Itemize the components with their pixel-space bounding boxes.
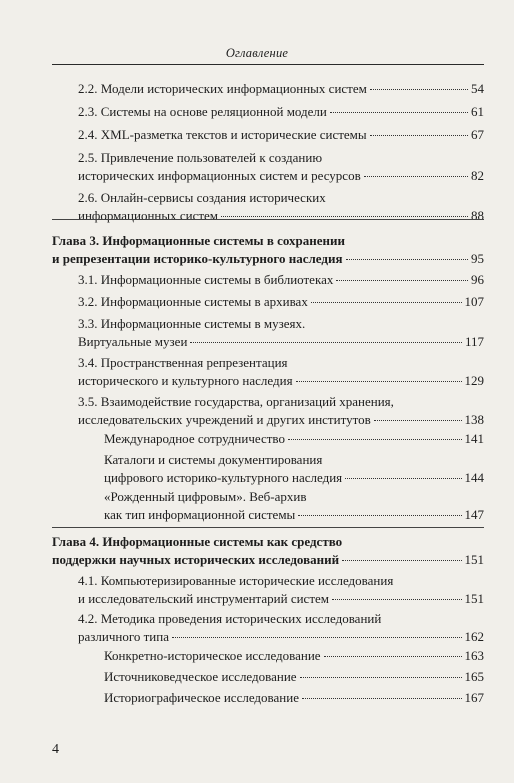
dot-leader — [302, 698, 462, 699]
toc-entry — [104, 689, 484, 707]
section-separator — [52, 219, 484, 220]
toc-entry-title-line: Источниковедческое исследование — [104, 669, 297, 684]
toc-entry-leader-row — [52, 551, 484, 569]
header-rule — [52, 64, 484, 65]
toc-page-number: 67 — [471, 127, 484, 142]
toc-page-number: 96 — [471, 272, 484, 287]
toc-entry-leader-row — [78, 333, 484, 351]
toc-entry-title-line: исторических информационных систем и ресурсов — [78, 168, 361, 183]
toc-entry-title-line: Виртуальные музеи — [78, 334, 188, 349]
dot-leader — [221, 216, 468, 217]
toc-page-number: 95 — [471, 251, 484, 266]
toc-entry — [104, 430, 484, 448]
toc-entry-title-line: информационных систем — [78, 208, 219, 223]
toc-entry-leader-row — [104, 430, 484, 448]
toc-entry-title-line: 2.5. Привлечение пользователей к созданию — [78, 150, 323, 165]
dot-leader — [374, 420, 462, 421]
toc-entry — [78, 315, 484, 351]
dot-leader — [336, 280, 468, 281]
dot-leader — [288, 439, 462, 440]
toc-entry — [78, 572, 484, 608]
toc-entry-leader-row — [78, 590, 484, 608]
toc-entry-leader-row — [78, 628, 484, 646]
toc-entry-title-line: как тип информационной системы — [104, 507, 296, 522]
toc-chapter-entry — [52, 232, 484, 268]
toc-entry-title-line: 2.2. Модели исторических информационных систем — [78, 81, 367, 96]
toc-entry-title-line: цифрового историко-культурного наследия — [104, 470, 343, 485]
dot-leader — [345, 478, 461, 479]
toc-page-number: 167 — [464, 690, 484, 705]
section-separator — [52, 527, 484, 528]
toc-entry — [104, 668, 484, 686]
dot-leader — [370, 89, 468, 90]
toc-entry — [104, 647, 484, 665]
toc-entry — [78, 149, 484, 185]
toc-entry-title-line: 4.1. Компьютеризированные исторические исследования — [78, 573, 394, 588]
toc-entry — [104, 488, 484, 524]
toc-entry-leader-row — [78, 126, 484, 144]
dot-leader — [190, 342, 462, 343]
toc-entry-leader-row — [78, 207, 484, 225]
toc-page-number: 138 — [464, 412, 484, 427]
toc-entry-leader-row — [52, 250, 484, 268]
toc-page-number: 54 — [471, 81, 484, 96]
toc-entry — [78, 354, 484, 390]
dot-leader — [300, 677, 462, 678]
dot-leader — [332, 599, 461, 600]
toc-entry-title-line: 3.4. Пространственная репрезентация — [78, 355, 288, 370]
toc-page-number: 162 — [464, 629, 484, 644]
dot-leader — [364, 176, 468, 177]
toc-entry-title-line: Глава 4. Информационные системы как средство — [52, 534, 343, 549]
dot-leader — [324, 656, 462, 657]
dot-leader — [298, 515, 461, 516]
toc-entry-title-line: 3.5. Взаимодействие государства, организаций хранения, — [78, 394, 394, 409]
toc-entry-leader-row — [104, 668, 484, 686]
toc-entry-leader-row — [78, 372, 484, 390]
toc-entry-leader-row — [104, 506, 484, 524]
toc-page-number: 107 — [464, 294, 484, 309]
toc-page-number: 117 — [464, 334, 484, 349]
toc-entry — [78, 126, 484, 144]
toc-entry-title-line: 3.1. Информационные системы в библиотеках — [78, 272, 334, 287]
toc-chapter-entry — [52, 533, 484, 569]
toc-entry-leader-row — [78, 271, 484, 289]
toc-entry-title-line: 2.3. Системы на основе реляционной модели — [78, 104, 327, 119]
page-number: 4 — [52, 742, 59, 757]
toc-entry — [78, 80, 484, 98]
dot-leader — [311, 302, 462, 303]
toc-entry-title-line: Историографическое исследование — [104, 690, 299, 705]
toc-entry-title-line: исторического и культурного наследия — [78, 373, 293, 388]
toc-page-number: 88 — [471, 208, 484, 223]
toc-entry-title-line: исследовательских учреждений и других институтов — [78, 412, 371, 427]
toc-entry-title-line: «Рожденный цифровым». Веб-архив — [104, 489, 307, 504]
toc-entry-title-line: 3.3. Информационные системы в музеях. — [78, 316, 306, 331]
dot-leader — [370, 135, 468, 136]
toc-page-number: 61 — [471, 104, 484, 119]
toc-entry-leader-row — [104, 469, 484, 487]
toc-entry — [78, 103, 484, 121]
toc-entry-title-line: поддержки научных исторических исследований — [52, 552, 340, 567]
toc-page-number: 163 — [464, 648, 484, 663]
toc-entry-title-line: Международное сотрудничество — [104, 431, 285, 446]
toc-page-number: 129 — [464, 373, 484, 388]
toc-entry-title-line: Глава 3. Информационные системы в сохранении — [52, 233, 346, 248]
toc-entry-leader-row — [104, 689, 484, 707]
toc-entry-title-line: 4.2. Методика проведения исторических исследований — [78, 611, 382, 626]
dot-leader — [296, 381, 462, 382]
dot-leader — [346, 259, 469, 260]
toc-page-number: 147 — [464, 507, 484, 522]
toc-page-number: 141 — [464, 431, 484, 446]
toc-entry-title-line: 3.2. Информационные системы в архивах — [78, 294, 308, 309]
toc-page-number: 165 — [464, 669, 484, 684]
toc-page-number: 151 — [464, 591, 484, 606]
dot-leader — [342, 560, 461, 561]
dot-leader — [330, 112, 468, 113]
toc-entry-leader-row — [78, 80, 484, 98]
toc-entry-leader-row — [78, 103, 484, 121]
toc-entry — [78, 393, 484, 429]
toc-page-number: 151 — [464, 552, 484, 567]
toc-entry-title-line: и исследовательский инструментарий систем — [78, 591, 330, 606]
dot-leader — [172, 637, 462, 638]
toc-entry-title-line: различного типа — [78, 629, 169, 644]
toc-entry — [78, 271, 484, 289]
toc-entry-leader-row — [78, 293, 484, 311]
toc-entry-title-line: 2.6. Онлайн-сервисы создания исторических — [78, 190, 326, 205]
toc-page-number: 144 — [464, 470, 484, 485]
toc-entry-title-line: Конкретно-историческое исследование — [104, 648, 321, 663]
toc-entry-leader-row — [78, 167, 484, 185]
toc-entry-leader-row — [78, 411, 484, 429]
toc-entry — [104, 451, 484, 487]
toc-entry-title-line: Каталоги и системы документирования — [104, 452, 323, 467]
running-head: Оглавление — [225, 46, 289, 60]
toc-entry — [78, 293, 484, 311]
toc-entry-leader-row — [104, 647, 484, 665]
toc-entry-title-line: и репрезентации историко-культурного наследия — [52, 251, 343, 266]
toc-entry-title-line: 2.4. XML-разметка текстов и исторические системы — [78, 127, 367, 142]
toc-page-number: 82 — [471, 168, 484, 183]
toc-entry — [78, 610, 484, 646]
